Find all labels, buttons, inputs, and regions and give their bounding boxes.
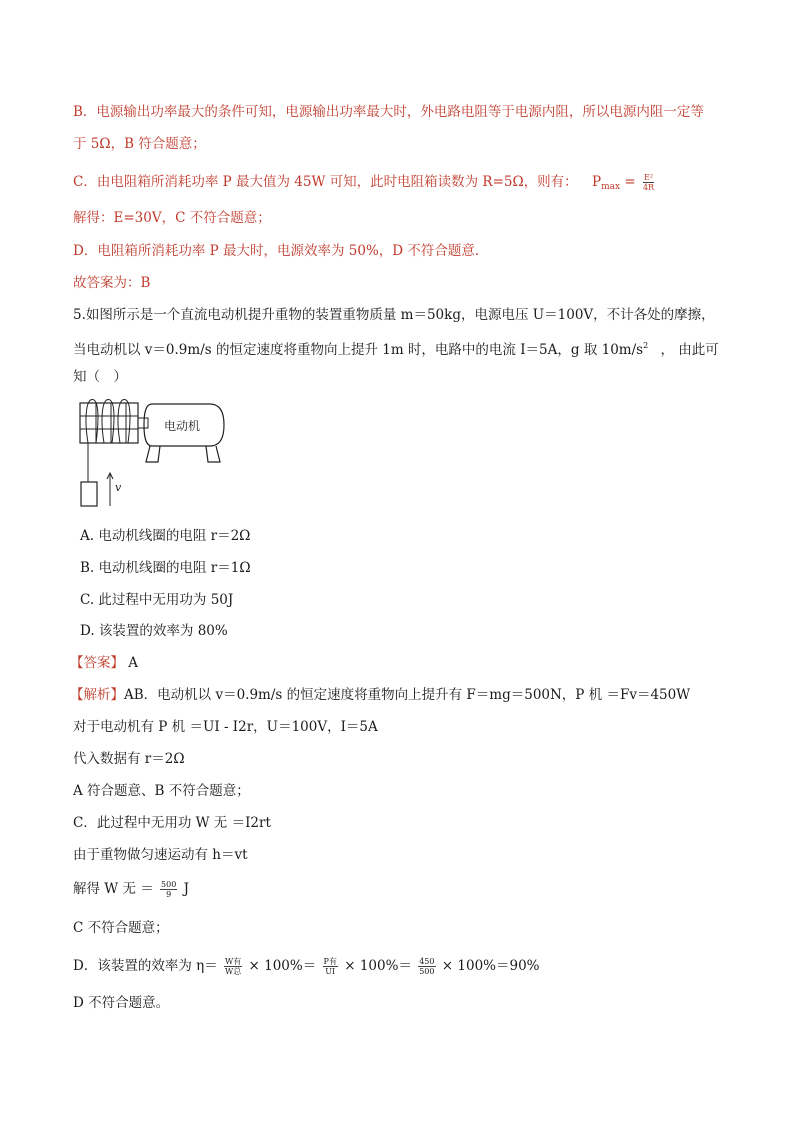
- analysis-line-6: 由于重物做匀速运动有 h＝vt: [73, 847, 248, 863]
- weight-block: [81, 482, 97, 506]
- analysis-text-9d: × 100%＝90%: [441, 958, 540, 974]
- fraction-denominator: 4R: [642, 183, 655, 192]
- q5-text-a: 当电动机以 v＝0.9m/s 的恒定速度将重物向上提升 1m 时，电路中的电流 I＝5A，g 取 10m/s: [73, 342, 644, 358]
- option-d: D. 该装置的效率为 80%: [80, 623, 228, 639]
- analysis-text-9a: D．该装置的效率为 η＝: [73, 958, 218, 974]
- fraction-numerator: P有: [323, 957, 337, 966]
- motor-diagram: [74, 398, 234, 510]
- text-line-b2: 于 5Ω，B 符合题意；: [73, 136, 206, 152]
- q5-text-b: ， 由此可: [660, 342, 719, 358]
- option-c: C. 此过程中无用功为 50J: [80, 592, 234, 608]
- option-b: B. 电动机线圈的电阻 r＝1Ω: [80, 560, 251, 576]
- efficiency-fraction-3: [418, 957, 435, 976]
- analysis-text-7a: 解得 W 无 ＝: [73, 881, 154, 897]
- pmax-symbol: P: [591, 174, 602, 190]
- analysis-line-2: 对于电动机有 P 机 ＝UI - I2r，U＝100V，I＝5A: [73, 719, 378, 735]
- analysis-line-10: D 不符合题意。: [73, 995, 170, 1011]
- fraction-denominator: W总: [225, 967, 242, 976]
- motor-leg-right: [206, 446, 220, 462]
- velocity-label: v: [115, 481, 122, 494]
- analysis-line-4: A 符合题意、B 不符合题意；: [73, 783, 250, 799]
- fraction-denominator: 500: [419, 967, 435, 976]
- question-5-line-3: 知（ ）: [73, 369, 127, 385]
- analysis-text-9b: × 100%＝: [248, 958, 317, 974]
- analysis-tag: 【解析】: [70, 687, 124, 703]
- pmax-equals: =: [624, 174, 636, 190]
- fraction-numerator: 500: [161, 880, 177, 889]
- q5-superscript: 2: [643, 341, 649, 350]
- text-line-prev-answer: 故答案为：B: [73, 275, 151, 291]
- analysis-text-1: AB．电动机以 v＝0.9m/s 的恒定速度将重物向上提升有 F＝mg＝500N，P 机 ＝Fv＝450W: [124, 687, 691, 703]
- fraction-numerator: W有: [225, 957, 242, 966]
- rope-coil-2: [102, 400, 114, 443]
- question-5-line-1: 5.如图所示是一个直流电动机提升重物的装置重物质量 m＝50kg，电源电压 U＝100V，不计各处的摩擦，: [73, 307, 715, 323]
- fraction-numerator: 450: [419, 957, 435, 966]
- text-line-b1: B．电源输出功率最大的条件可知，电源输出功率最大时，外电路电阻等于电源内阻，所以电源内阻一定等: [73, 104, 704, 120]
- motor-leg-left: [146, 446, 160, 462]
- analysis-line-7: [73, 879, 189, 899]
- analysis-line-1: [70, 685, 690, 705]
- text-c1: C．由电阻箱所消耗功率 P 最大值为 45W 可知，此时电阻箱读数为 R=5Ω，则有：: [73, 174, 578, 190]
- text-line-c1: [73, 172, 657, 197]
- analysis-line-9: [73, 956, 540, 976]
- question-5-line-2: [73, 336, 719, 360]
- rope-coil-3: [118, 400, 130, 443]
- answer-line: [70, 653, 138, 673]
- drive-shaft: [138, 418, 148, 428]
- efficiency-fraction-1: [224, 957, 242, 976]
- analysis-text-7b: J: [183, 881, 190, 897]
- motor-label: 电动机: [164, 419, 201, 433]
- answer-value: A: [128, 655, 139, 671]
- pmax-subscript: max: [601, 182, 621, 192]
- useless-work-fraction: [160, 880, 177, 899]
- text-line-c2: 解得：E=30V，C 不符合题意；: [73, 210, 271, 226]
- option-a: A. 电动机线圈的电阻 r＝2Ω: [80, 528, 251, 544]
- analysis-line-5: C．此过程中无用功 W 无 ＝I2rt: [73, 815, 271, 831]
- analysis-line-3: 代入数据有 r＝2Ω: [73, 751, 185, 767]
- pmax-fraction: [642, 173, 655, 192]
- fraction-denominator: 9: [166, 890, 172, 899]
- text-line-d1: D．电阻箱所消耗功率 P 最大时，电源效率为 50%，D 不符合题意．: [73, 243, 489, 259]
- answer-tag: 【答案】: [70, 655, 124, 671]
- fraction-numerator: E²: [644, 173, 654, 182]
- efficiency-fraction-2: [323, 957, 338, 976]
- fraction-denominator: UI: [325, 967, 336, 976]
- analysis-line-8: C 不符合题意；: [73, 920, 169, 936]
- analysis-text-9c: × 100%＝: [344, 958, 412, 974]
